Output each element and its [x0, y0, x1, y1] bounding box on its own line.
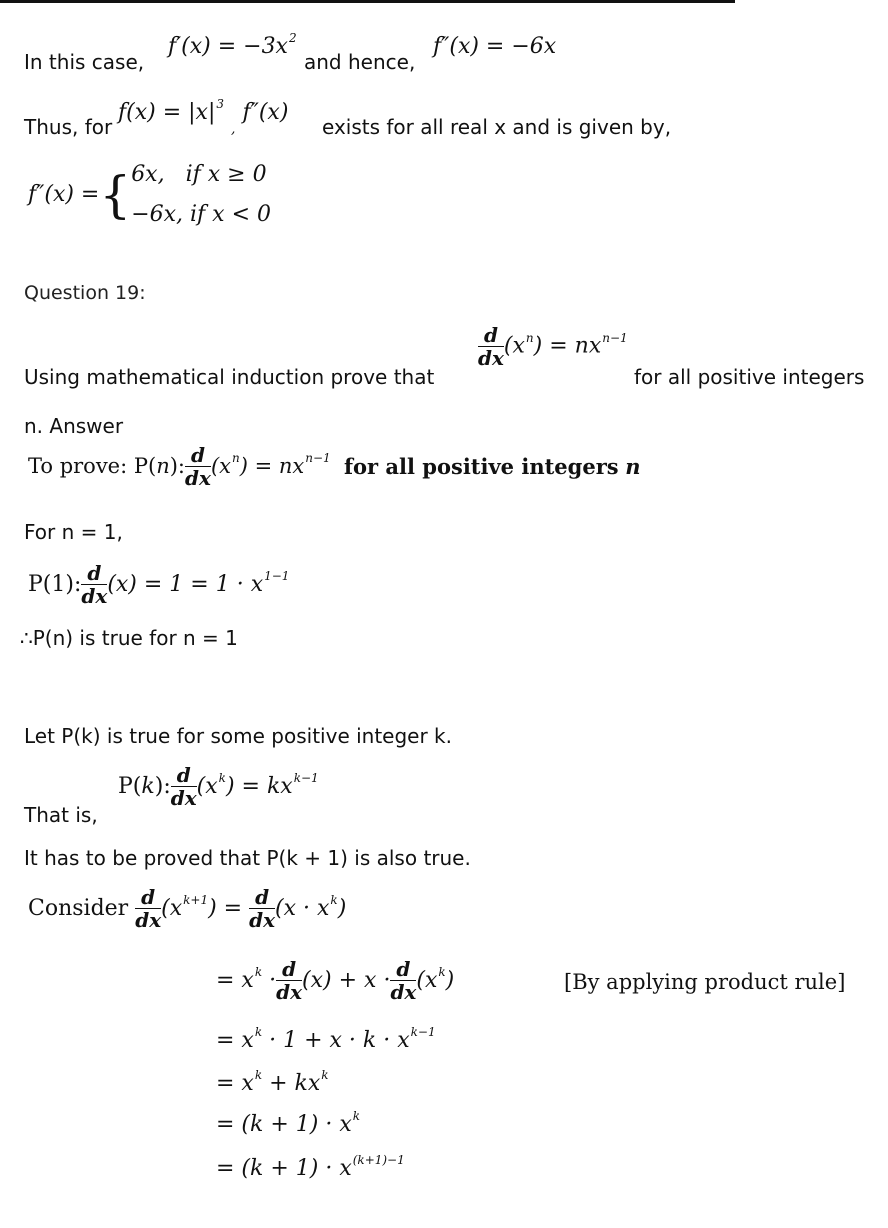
- eq-piecewise: f″(x) ={ 6x, if x ≥ 0 −6x, if x < 0: [28, 162, 272, 227]
- eq-p1: P(1): $\frac{d}{dx}$ $(x) = 1 = 1 \cdot x^{1-1}$: [28, 561, 290, 608]
- text-that-is: That is,: [24, 803, 98, 827]
- eq-consider: Consider $\frac{d}{dx}$ $(x^{k+1})$ = $\frac{d}{dx}$ $(x \cdot x^k)$: [28, 885, 347, 932]
- eq-pk: P(k): $\frac{d}{dx}$ $(x^k) = kx^{k-1}$: [118, 763, 319, 810]
- text-using-induction: Using mathematical induction prove that: [24, 365, 435, 389]
- text-for-n1: For n = 1,: [24, 520, 123, 544]
- eq-second-derivative: f″(x) = −6x: [433, 34, 557, 59]
- eq-step-3: = $(k + 1) \cdot x^k$: [216, 1109, 361, 1137]
- eq-step-1: = $x^k \cdot 1 + x \cdot k \cdot x^{k-1}$: [216, 1025, 436, 1053]
- eq-first-derivative: $f'(x) = -3x^2$: [168, 31, 297, 59]
- text-let-pk: Let P(k) is true for some positive integer k.: [24, 724, 452, 748]
- text-and-hence: and hence,: [304, 50, 416, 74]
- eq-step-2: = $x^k + kx^k$: [216, 1068, 329, 1096]
- eq-to-prove: To prove: P(n): $\frac{d}{dx}$ $(x^n) = nx^{n-1}$ for all positive integers n: [28, 443, 641, 490]
- eq-question-derivative: $\frac{d}{dx}$ $(x^n) = nx^{n-1}$: [478, 323, 628, 370]
- text-in-this-case: In this case,: [24, 50, 145, 74]
- text-exists: exists for all real x and is given by,: [322, 115, 672, 139]
- top-rule: [0, 0, 735, 3]
- text-thus-for: Thus, for: [24, 115, 113, 139]
- note-product-rule: [By applying product rule]: [564, 970, 846, 994]
- eq-abs-cube: $f(x) = |x|^3$ $_,$ f″(x): [118, 97, 289, 137]
- text-to-be-proved: It has to be proved that P(k + 1) is also true.: [24, 846, 471, 870]
- text-for-all-positive: for all positive integers: [634, 365, 865, 389]
- text-n-answer: n. Answer: [24, 414, 124, 438]
- text-therefore: ∴P(n) is true for n = 1: [20, 626, 238, 650]
- question-title: Question 19:: [24, 282, 146, 304]
- eq-product-rule-step: = $x^k$ · $\frac{d}{dx}$ (x) + x · $\frac{d}{dx}$ $(x^k)$: [216, 957, 455, 1004]
- eq-step-4: = $(k + 1) \cdot x^{(k+1)-1}$: [216, 1153, 405, 1181]
